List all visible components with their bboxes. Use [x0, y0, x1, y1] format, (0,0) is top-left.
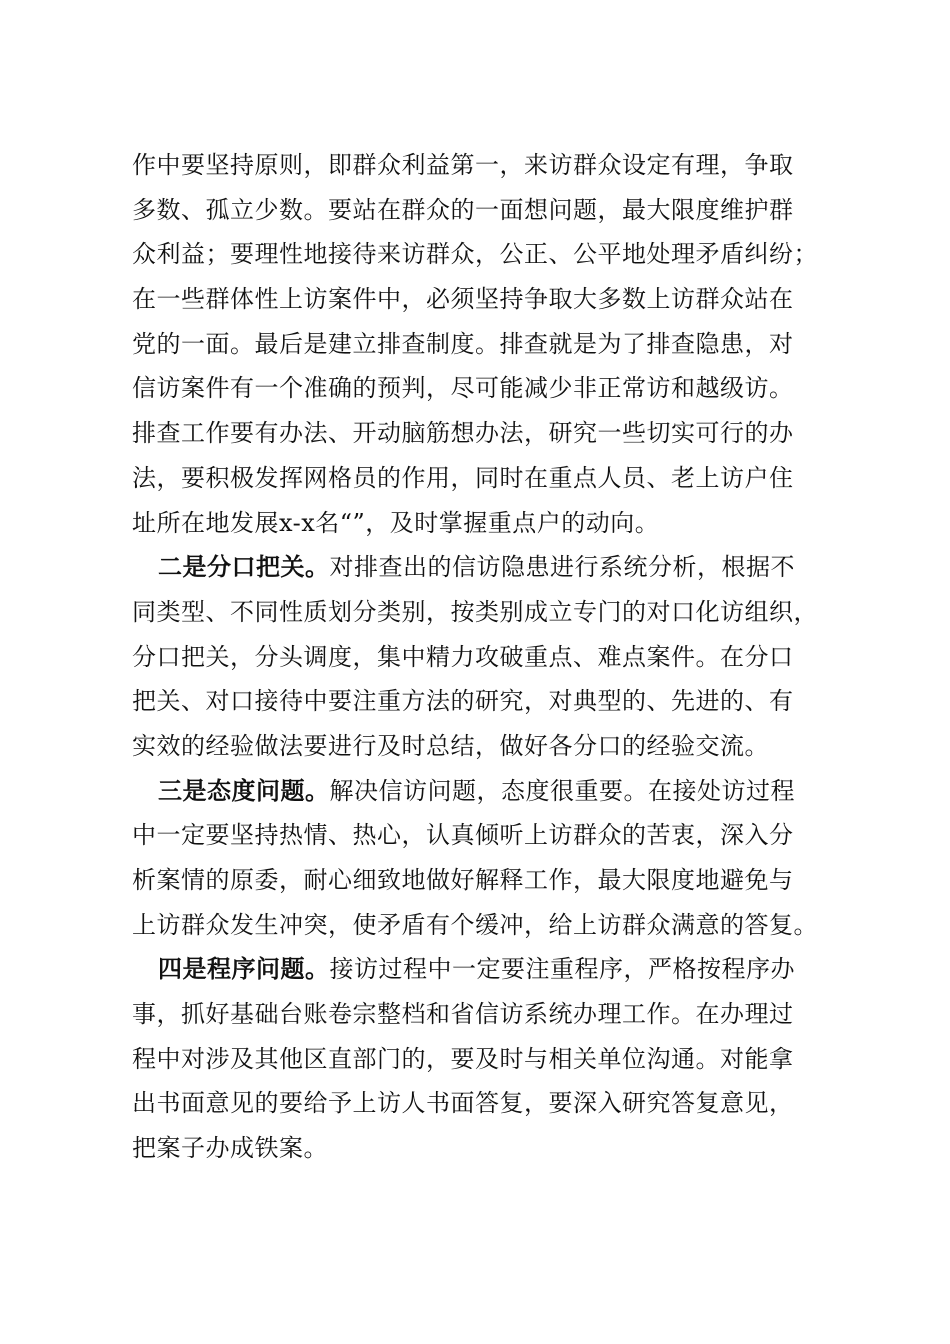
text-line: 把案子办成铁案。: [132, 1134, 328, 1163]
text-line: 中一定要坚持热情、热心，认真倾听上访群众的苦衷，深入分: [132, 821, 794, 850]
text-line: 析案情的原委，耐心细致地做好解释工作，最大限度地避免与: [132, 866, 794, 894]
text-line: 在一些群体性上访案件中，必须坚持争取大多数上访群众站在: [132, 285, 794, 314]
text-line: 出书面意见的要给予上访人书面答复，要深入研究答复意见，: [132, 1089, 794, 1118]
paragraph-lead-heading: 三是态度问题。: [158, 776, 330, 805]
paragraph-taidu-wenti: [132, 769, 838, 948]
text-line: 址所在地发展x-x名“”，及时掌握重点户的动向。: [132, 508, 660, 537]
text-line: 解决信访问题，态度很重要。在接处访过程: [329, 776, 795, 805]
text-line: 上访群众发生冲突，使矛盾有个缓冲，给上访群众满意的答复。: [132, 910, 818, 939]
text-line: 法，要积极发挥网格员的作用，同时在重点人员、老上访户住: [132, 463, 794, 492]
text-line: 把关、对口接待中要注重方法的研究，对典型的、先进的、有: [132, 687, 794, 716]
paragraph-first-line: [132, 947, 838, 992]
paragraph-first-line: [132, 545, 838, 590]
text-line: 接访过程中一定要注重程序，严格按程序办: [329, 955, 795, 984]
paragraph-lead-heading: 二是分口把关。: [158, 553, 330, 582]
text-line: 对排查出的信访隐患进行系统分析，根据不: [329, 553, 795, 582]
paragraph-continuation: [132, 143, 838, 545]
text-line: 多数、孤立少数。要站在群众的一面想问题，最大限度维护群: [132, 195, 794, 224]
text-line: 作中要坚持原则，即群众利益第一，来访群众设定有理，争取: [132, 151, 794, 179]
text-line: 同类型、不同性质划分类别，按类别成立专门的对口化访组织，: [132, 597, 818, 626]
paragraph-chengxu-wenti: [132, 947, 838, 1170]
text-line: 信访案件有一个准确的预判，尽可能减少非正常访和越级访。: [132, 374, 794, 403]
text-line: 排查工作要有办法、开动脑筋想办法，研究一些切实可行的办: [132, 419, 794, 448]
paragraph-fenkou-baguan: [132, 545, 838, 768]
document-body: [132, 143, 838, 1171]
text-line: 众利益；要理性地接待来访群众，公正、公平地处理矛盾纠纷；: [132, 240, 818, 269]
paragraph-first-line: [132, 769, 838, 814]
text-line: 实效的经验做法要进行及时总结，做好各分口的经验交流。: [132, 731, 769, 760]
text-line: 分口把关，分头调度，集中精力攻破重点、难点案件。在分口: [132, 642, 794, 671]
text-line: 程中对涉及其他区直部门的，要及时与相关单位沟通。对能拿: [132, 1044, 794, 1073]
paragraph-lead-heading: 四是程序问题。: [158, 955, 330, 984]
text-line: 党的一面。最后是建立排查制度。排查就是为了排查隐患，对: [132, 329, 794, 358]
text-line: 事，抓好基础台账卷宗整档和省信访系统办理工作。在办理过: [132, 1000, 794, 1029]
